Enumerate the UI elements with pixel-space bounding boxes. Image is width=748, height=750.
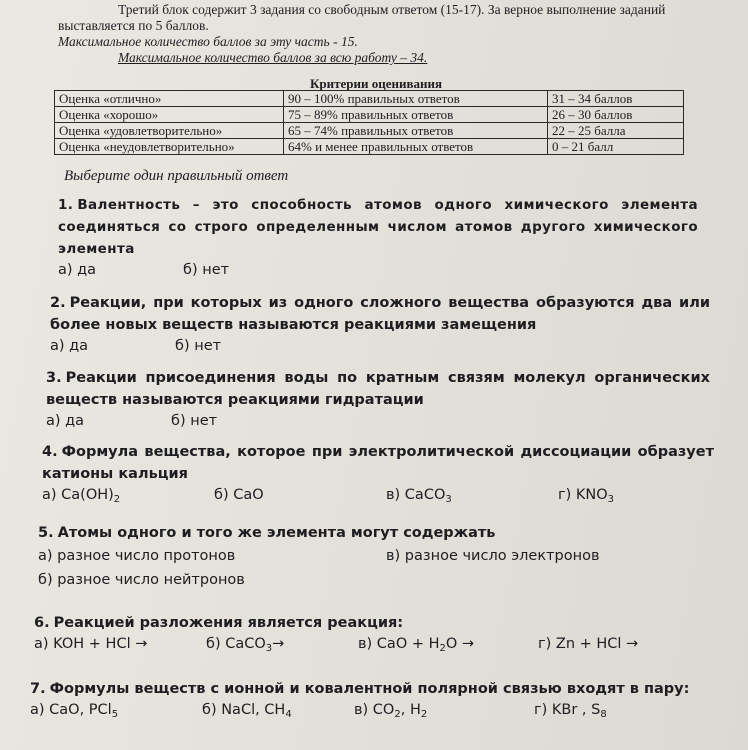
- points-cell: 22 – 25 балла: [548, 123, 684, 139]
- subscript: 3: [607, 494, 615, 505]
- answer-row: [38, 546, 714, 566]
- question-number: 7.: [30, 681, 46, 697]
- answer-a[interactable]: [30, 700, 202, 720]
- question-body: Формулы веществ с ионной и ковалентной полярной связью входят в пару:: [49, 681, 690, 697]
- answer-d[interactable]: [534, 700, 607, 720]
- question-4: [42, 441, 714, 505]
- grade-cell: Оценка «отлично»: [55, 91, 284, 107]
- range-cell: 65 – 74% правильных ответов: [284, 123, 548, 139]
- subscript: 4: [285, 709, 292, 720]
- question-body: Реакцией разложения является реакция:: [53, 615, 404, 631]
- question-number: 1.: [58, 197, 74, 213]
- subscript: 3: [265, 643, 273, 654]
- subscript: 8: [600, 709, 607, 720]
- question-body: Формула вещества, которое при электролитической диссоциации образует катионы кальция: [42, 444, 714, 482]
- question-5: [38, 522, 714, 590]
- question-number: 5.: [38, 525, 54, 541]
- formula-text: , H: [400, 702, 421, 718]
- answer-b[interactable]: [202, 700, 354, 720]
- grade-cell: Оценка «хорошо»: [55, 107, 284, 123]
- criteria-title: Критерии оценивания: [310, 76, 443, 91]
- answer-a[interactable]: а) разное число протонов: [38, 548, 236, 564]
- formula-text: →: [272, 636, 285, 652]
- question-3: [46, 367, 710, 431]
- intro-block: [58, 2, 698, 66]
- answer-row: [34, 634, 724, 654]
- answer-c[interactable]: [354, 700, 534, 720]
- formula-text: а) CaO, PCl: [30, 702, 112, 718]
- intro-line-3: Максимальное количество баллов за всю работу – 34.: [118, 50, 428, 65]
- question-2: [50, 292, 710, 356]
- question-7: [30, 678, 726, 720]
- question-body: Реакции присоединения воды по кратным связям молекул органических веществ называются реакциями гидратации: [46, 370, 710, 408]
- points-cell: 26 – 30 баллов: [548, 107, 684, 123]
- question-number: 4.: [42, 444, 58, 460]
- answer-row: [46, 411, 710, 431]
- answer-b[interactable]: б) разное число нейтронов: [38, 572, 245, 588]
- question-text: [34, 612, 724, 634]
- formula-text: а) Ca(OH): [42, 487, 114, 503]
- formula-text: в) CO: [354, 702, 395, 718]
- question-number: 2.: [50, 295, 66, 311]
- points-cell: 0 – 21 балл: [548, 139, 684, 155]
- points-cell: 31 – 34 баллов: [548, 91, 684, 107]
- range-cell: 90 – 100% правильных ответов: [284, 91, 548, 107]
- question-text: [58, 194, 698, 260]
- answer-c[interactable]: в) разное число электронов: [386, 548, 600, 564]
- question-body: Реакции, при которых из одного сложного вещества образуются два или более новых веществ называются реакциями замещения: [50, 295, 710, 333]
- answer-c[interactable]: [386, 485, 558, 505]
- question-text: [38, 522, 714, 544]
- subscript: 5: [111, 709, 119, 720]
- instruction: Выберите один правильный ответ: [64, 168, 289, 184]
- answer-a[interactable]: а) KOH + HCl →: [34, 636, 148, 652]
- answer-b[interactable]: [206, 634, 358, 654]
- answer-b[interactable]: б) CaO: [214, 487, 264, 503]
- formula-text: б) NaCl, CH: [202, 702, 286, 718]
- answer-row: [30, 700, 726, 720]
- question-number: 3.: [46, 370, 62, 386]
- grade-cell: Оценка «неудовлетворительно»: [55, 139, 284, 155]
- formula-text: O →: [445, 636, 475, 652]
- subscript: 2: [394, 709, 401, 720]
- answer-a[interactable]: а) да: [46, 413, 85, 429]
- grade-cell: Оценка «удовлетворительно»: [55, 123, 284, 139]
- answer-b[interactable]: б) нет: [175, 338, 222, 354]
- table-row: [55, 123, 684, 139]
- answer-a[interactable]: а) да: [50, 338, 89, 354]
- answer-row: [50, 336, 710, 356]
- question-body: Валентность – это способность атомов одного химического элемента соединяться со строго определенным числом атомов другого химического элемента: [58, 197, 698, 257]
- answer-row: [38, 570, 714, 590]
- intro-line-2: Максимальное количество баллов за эту часть - 15.: [58, 34, 358, 49]
- answer-row: [42, 485, 714, 505]
- subscript: 2: [113, 494, 121, 505]
- table-row: [55, 107, 684, 123]
- question-1: [58, 194, 698, 280]
- question-text: [30, 678, 726, 700]
- answer-c[interactable]: [358, 634, 538, 654]
- formula-text: в) CaCO: [386, 487, 446, 503]
- answer-row: [58, 260, 698, 280]
- subscript: 2: [439, 643, 446, 654]
- question-6: [34, 612, 724, 654]
- question-text: [46, 367, 710, 411]
- question-number: 6.: [34, 615, 50, 631]
- intro-line-1: Третий блок содержит 3 задания со свободным ответом (15-17). За верное выполнение заданий выставляется по 5 баллов.: [58, 2, 666, 33]
- formula-text: в) CaO + H: [358, 636, 440, 652]
- question-body: Атомы одного и того же элемента могут содержать: [57, 525, 496, 541]
- formula-text: г) KBr , S: [534, 702, 601, 718]
- answer-b[interactable]: б) нет: [171, 413, 218, 429]
- table-row: [55, 139, 684, 155]
- answer-a[interactable]: а) да: [58, 262, 97, 278]
- subscript: 3: [445, 494, 452, 505]
- answer-d[interactable]: [558, 485, 614, 505]
- range-cell: 64% и менее правильных ответов: [284, 139, 548, 155]
- answer-b[interactable]: б) нет: [183, 262, 230, 278]
- range-cell: 75 – 89% правильных ответов: [284, 107, 548, 123]
- question-text: [50, 292, 710, 336]
- formula-text: г) KNO: [558, 487, 608, 503]
- formula-text: б) CaCO: [206, 636, 266, 652]
- answer-d[interactable]: г) Zn + HCl →: [538, 636, 639, 652]
- answer-a[interactable]: [42, 485, 214, 505]
- question-text: [42, 441, 714, 485]
- criteria-table: [54, 90, 684, 155]
- subscript: 2: [420, 709, 428, 720]
- table-row: [55, 91, 684, 107]
